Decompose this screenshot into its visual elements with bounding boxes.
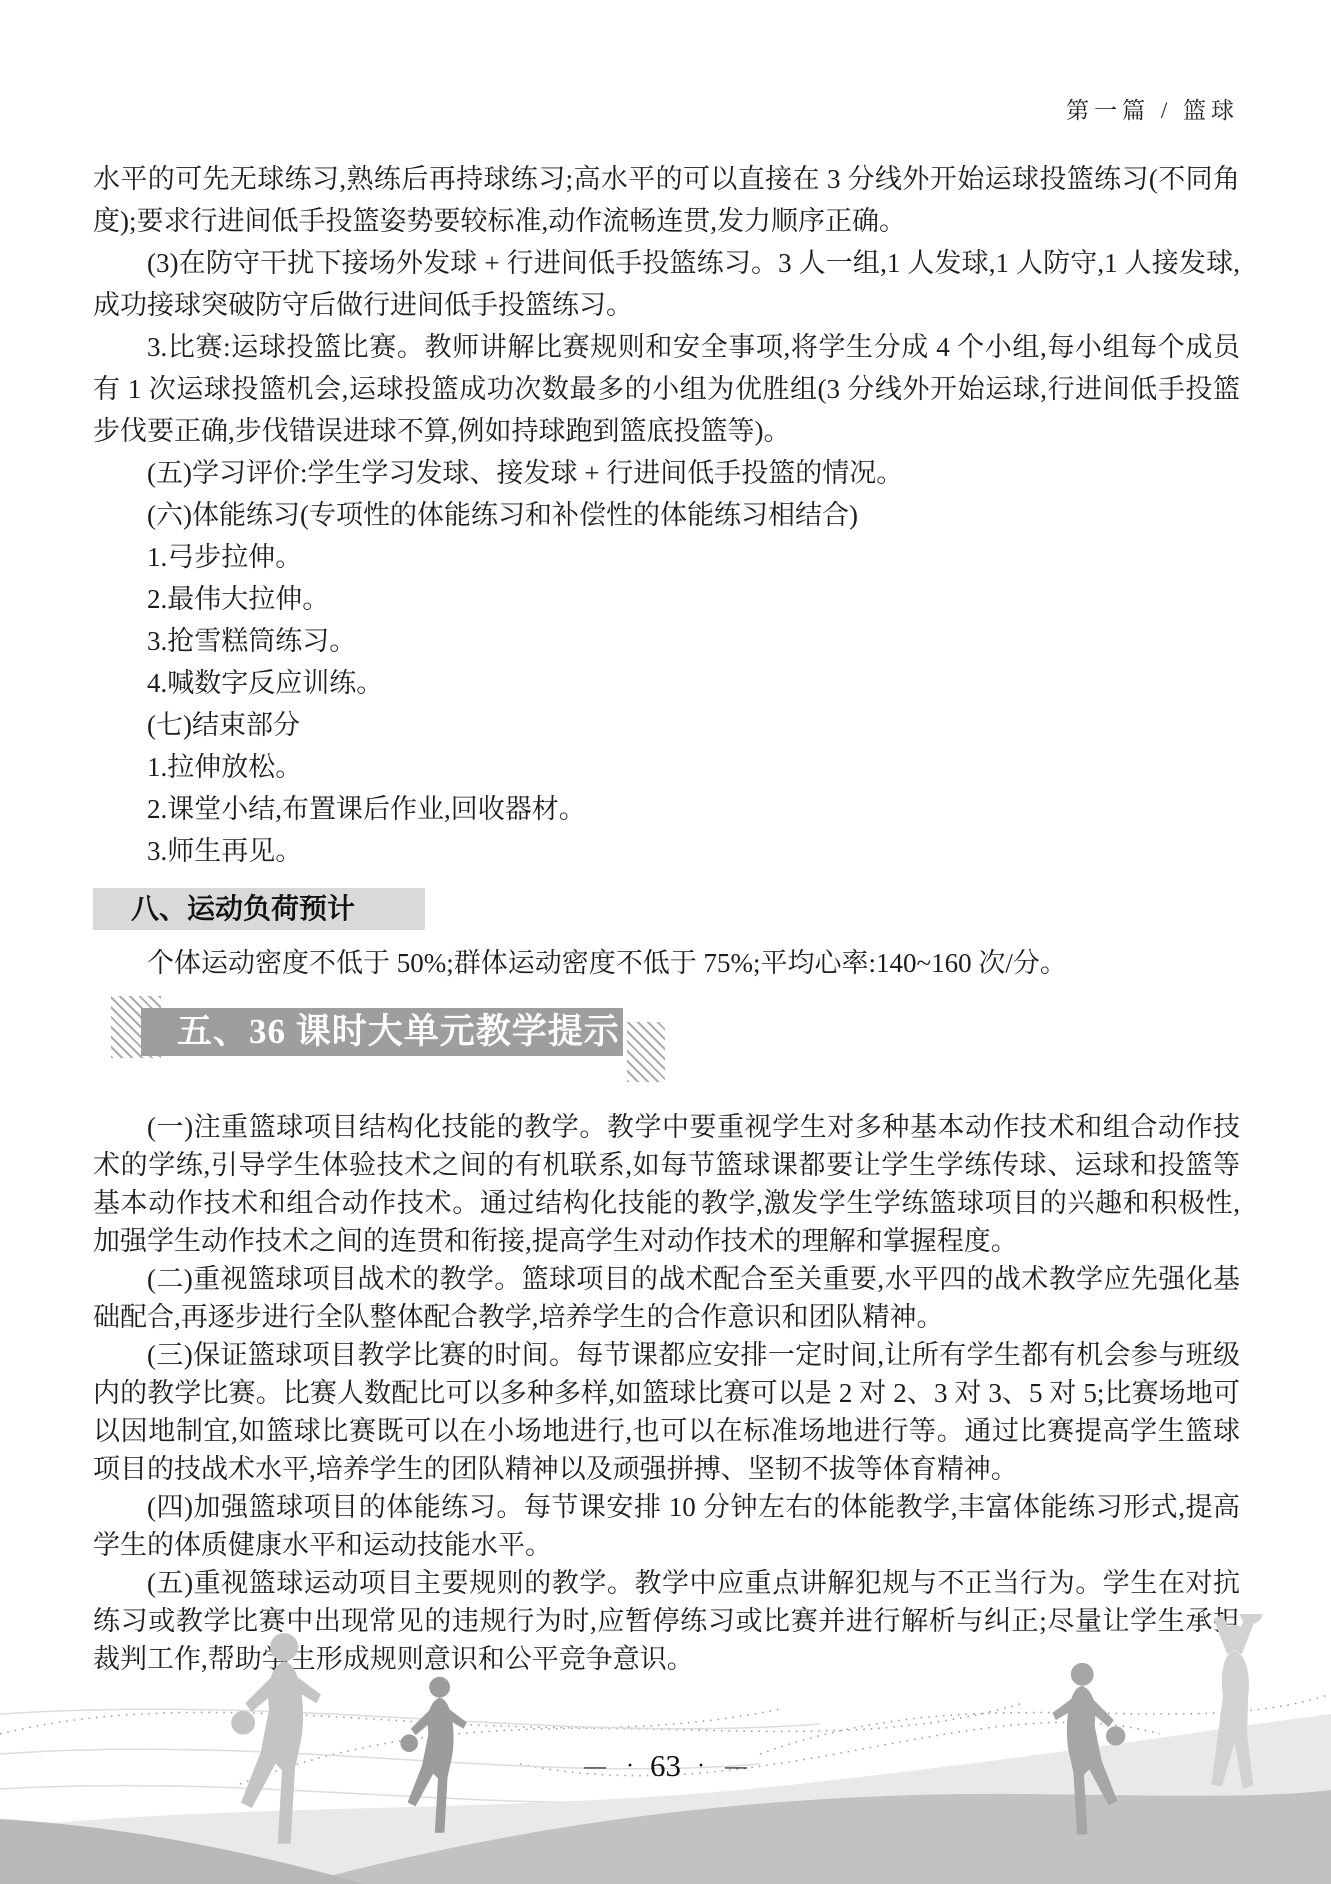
section-heading-unit-tips: 五、36 课时大单元教学提示 xyxy=(141,1008,623,1056)
page-number-dot: · xyxy=(626,1752,634,1779)
wave-decoration xyxy=(0,1714,1331,1884)
list-item: 2.课堂小结,布置课后作业,回收器材。 xyxy=(147,794,586,824)
page-number-dot: · xyxy=(697,1752,705,1779)
page-number-dash: — xyxy=(725,1753,747,1778)
page-number-value: 63 xyxy=(650,1748,681,1783)
hatch-decoration-icon xyxy=(627,1022,665,1082)
paragraph: (四)加强篮球项目的体能练习。每节课安排 10 分钟左右的体能教学,丰富体能练习形式,提高学生的体质健康水平和运动技能水平。 xyxy=(93,1492,1240,1560)
paragraph: (六)体能练习(专项性的体能练习和补偿性的体能练习相结合) xyxy=(147,500,858,530)
paragraph: 3.比赛:运球投篮比赛。教师讲解比赛规则和安全事项,将学生分成 4 个小组,每小组每个成员有 1 次运球投篮机会,运球投篮成功次数最多的小组为优胜组(3 分线外开始运球,行进间低手投篮步伐要正确,步伐错误进球不算,例如持球跑到篮底投篮等)。 xyxy=(93,332,1240,446)
section-heading-sports-load: 八、运动负荷预计 xyxy=(93,888,425,930)
paragraph: (一)注重篮球项目结构化技能的教学。教学中要重视学生对多种基本动作技术和组合动作技术的学练,引导学生体验技术之间的有机联系,如每节篮球课都要让学生学练传球、运球和投篮等基本动作技术和组合动作技术。通过结构化技能的教学,激发学生学练篮球项目的兴趣和积极性,加强学生动作技术之间的连贯和衔接,提高学生对动作技术的理解和掌握程度。 xyxy=(93,1112,1240,1256)
paragraph: (五)重视篮球运动项目主要规则的教学。教学中应重点讲解犯规与不正当行为。学生在对抗练习或教学比赛中出现常见的违规行为时,应暂停练习或比赛并进行解析与纠正;尽量让学生承担裁判工作,帮助学生形成规则意识和公平竞争意识。 xyxy=(93,1568,1240,1674)
list-item: 3.抢雪糕筒练习。 xyxy=(147,626,357,656)
paragraph: (三)保证篮球项目教学比赛的时间。每节课都应安排一定时间,让所有学生都有机会参与班级内的教学比赛。比赛人数配比可以多种多样,如篮球比赛可以是 2 对 2、3 对 3、5 对 5;比赛场地可以因地制宜,如篮球比赛既可以在小场地进行,也可以在标准场地进行等。通过比赛提高学生篮球项目的技战术水平,培养学生的团队精神以及顽强拼搏、坚韧不拔等体育精神。 xyxy=(93,1340,1240,1484)
paragraph: (五)学习评价:学生学习发球、接发球 + 行进间低手投篮的情况。 xyxy=(147,458,904,488)
list-item: 3.师生再见。 xyxy=(147,836,303,866)
list-item: 2.最伟大拉伸。 xyxy=(147,584,330,614)
list-item: 1.弓步拉伸。 xyxy=(147,542,303,572)
paragraph: (3)在防守干扰下接场外发球 + 行进间低手投篮练习。3 人一组,1 人发球,1 人防守,1 人接发球,成功接球突破防守后做行进间低手投篮练习。 xyxy=(93,248,1240,320)
list-item: 4.喊数字反应训练。 xyxy=(147,668,384,698)
paragraph: 水平的可先无球练习,熟练后再持球练习;高水平的可以直接在 3 分线外开始运球投篮练习(不同角度);要求行进间低手投篮姿势要较标准,动作流畅连贯,发力顺序正确。 xyxy=(93,164,1240,236)
page-number-dash: — xyxy=(584,1753,606,1778)
tips-section xyxy=(93,1108,1240,1678)
unit-title-banner xyxy=(93,1008,1240,1082)
running-head: 第一篇 / 篮球 xyxy=(1066,98,1239,123)
paragraph: (二)重视篮球项目战术的教学。篮球项目的战术配合至关重要,水平四的战术教学应先强化基础配合,再逐步进行全队整体配合教学,培养学生的合作意识和团队精神。 xyxy=(93,1264,1240,1332)
paragraph: 个体运动密度不低于 50%;群体运动密度不低于 75%;平均心率:140~160 次/分。 xyxy=(147,948,1067,978)
page-number xyxy=(0,1748,1331,1784)
paragraph: (七)结束部分 xyxy=(147,710,300,740)
page-footer xyxy=(0,1614,1331,1884)
list-item: 1.拉伸放松。 xyxy=(147,752,303,782)
main-content xyxy=(93,158,1240,1678)
